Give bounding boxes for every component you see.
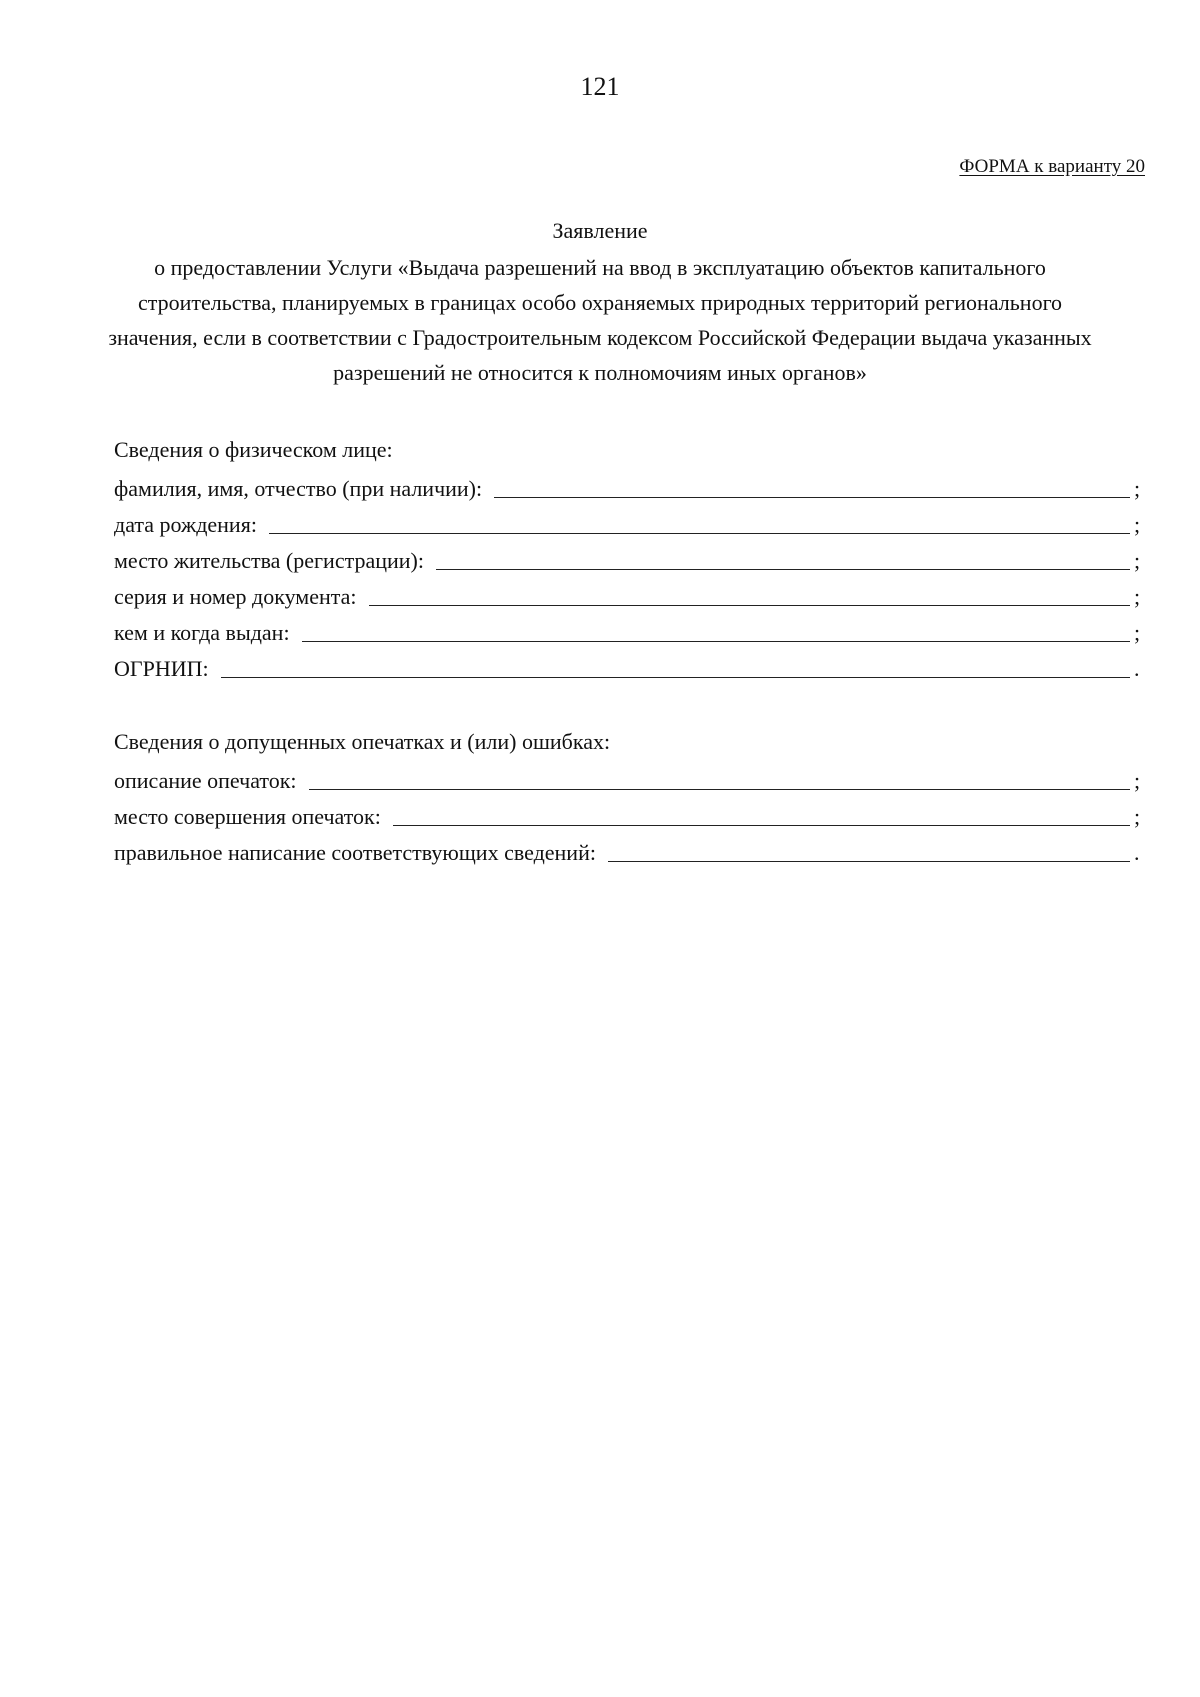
issued-by-input-line[interactable] <box>302 615 1130 642</box>
errors-section-heading: Сведения о допущенных опечатках и (или) ошибках: <box>114 729 611 754</box>
page-number: 121 <box>580 72 620 101</box>
title-heading: Заявление <box>552 218 648 243</box>
field-terminator: ; <box>1134 512 1141 537</box>
field-ogrnip <box>114 648 1144 684</box>
ogrnip-input-line[interactable] <box>221 651 1130 678</box>
birth-date-input-line[interactable] <box>269 507 1130 534</box>
individual-info-section <box>114 432 1144 684</box>
field-full-name <box>114 468 1144 504</box>
field-terminator: ; <box>1134 476 1141 501</box>
field-terminator: ; <box>1134 804 1141 829</box>
field-terminator: ; <box>1134 768 1141 793</box>
document-number-input-line[interactable] <box>369 579 1130 606</box>
field-terminator: ; <box>1134 620 1141 645</box>
individual-section-heading: Сведения о физическом лице: <box>114 437 393 462</box>
document-title <box>100 213 1100 390</box>
field-terminator: ; <box>1134 584 1141 609</box>
errors-info-section <box>114 724 1144 868</box>
field-label: ОГРНИП: <box>114 656 209 681</box>
field-residence <box>114 540 1144 576</box>
field-issued-by <box>114 612 1144 648</box>
field-typo-description <box>114 760 1144 796</box>
form-reference: ФОРМА к варианту 20 <box>959 156 1145 177</box>
field-label: описание опечаток: <box>114 768 297 793</box>
field-label: серия и номер документа: <box>114 584 357 609</box>
field-label: место жительства (регистрации): <box>114 548 424 573</box>
field-document-number <box>114 576 1144 612</box>
field-terminator: . <box>1134 656 1140 681</box>
correct-spelling-input-line[interactable] <box>608 835 1130 862</box>
field-birth-date <box>114 504 1144 540</box>
typo-description-input-line[interactable] <box>309 763 1130 790</box>
field-label: правильное написание соответствующих сведений: <box>114 840 596 865</box>
field-correct-spelling <box>114 832 1144 868</box>
title-subtitle: о предоставлении Услуги «Выдача разрешений на ввод в эксплуатацию объектов капитального строительства, планируемых в границах особо охраняемых природных территорий регионального значения, если в соответствии с Градостроительным кодексом Российской Федерации выдача указанных разрешений не относится к полномочиям иных органов» <box>108 255 1092 385</box>
field-label: кем и когда выдан: <box>114 620 290 645</box>
field-label: место совершения опечаток: <box>114 804 381 829</box>
field-terminator: . <box>1134 840 1140 865</box>
field-label: фамилия, имя, отчество (при наличии): <box>114 476 483 501</box>
residence-input-line[interactable] <box>436 543 1130 570</box>
field-typo-location <box>114 796 1144 832</box>
full-name-input-line[interactable] <box>494 471 1130 498</box>
field-terminator: ; <box>1134 548 1141 573</box>
typo-location-input-line[interactable] <box>393 799 1130 826</box>
field-label: дата рождения: <box>114 512 257 537</box>
